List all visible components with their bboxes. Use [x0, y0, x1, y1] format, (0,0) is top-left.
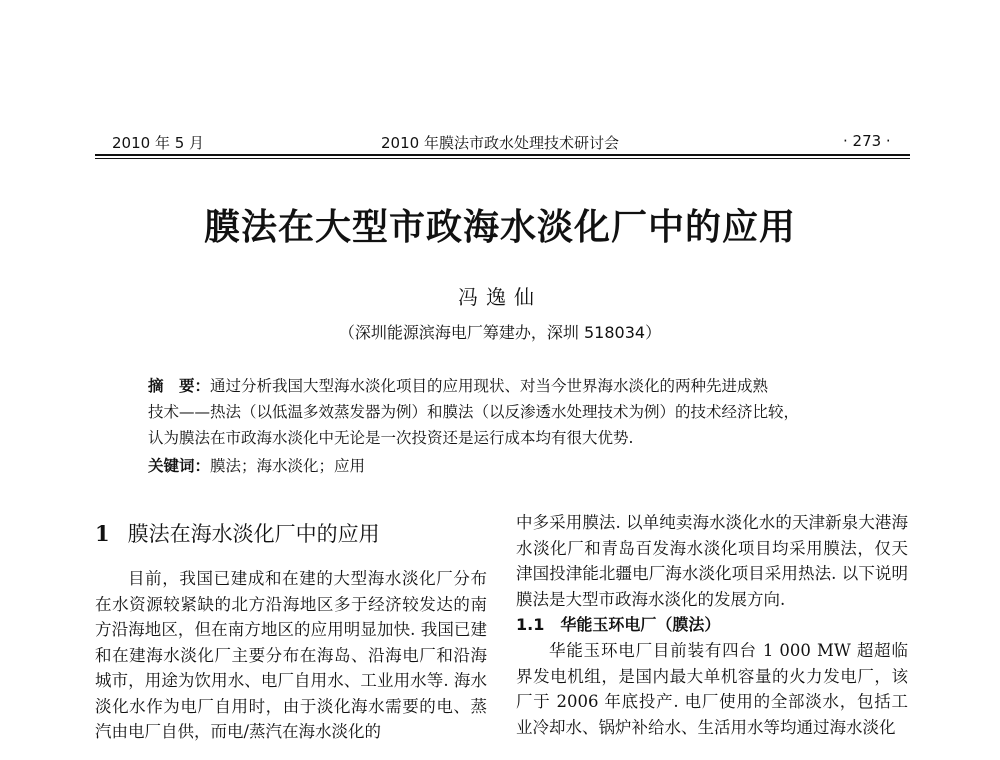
header-rule-thin — [95, 158, 910, 159]
body-column-right — [516, 510, 908, 740]
keywords-text: 膜法；海水淡化；应用 — [210, 457, 366, 475]
header-rule-thick — [95, 154, 910, 156]
section-heading — [95, 518, 380, 548]
subsection-number: 1.1 — [516, 615, 545, 634]
abstract-line-1 — [148, 374, 768, 398]
abstract-label: 摘 要： — [148, 377, 211, 395]
author-affiliation: （深圳能源滨海电厂筹建办，深圳 518034） — [338, 323, 662, 342]
body-column-left — [95, 566, 487, 745]
body-paragraph: 目前，我国已建成和在建的大型海水淡化厂分布在水资源较紧缺的北方沿海地区多于经济较发达的南方沿海地区，但在南方地区的应用明显加快. 我国已建和在建海水淡化厂主要分布在海岛、沿海电厂和沿海城市，用途为饮用水、电厂自用水、工业用水等. 海水淡化水作为电厂自用时，由于淡化海水需要的电、蒸汽由电厂自供，而电/蒸汽在海水淡化的 — [95, 569, 487, 741]
section-title: 膜法在海水淡化厂中的应用 — [127, 522, 380, 546]
subsection-title: 华能玉环电厂（膜法） — [560, 615, 721, 634]
header-conference-name: 2010 年膜法市政水处理技术研讨会 — [381, 134, 619, 152]
keywords — [148, 454, 365, 478]
header-date: 2010 年 5 月 — [112, 134, 205, 152]
subsection-heading — [516, 612, 908, 638]
keywords-label: 关键词： — [148, 457, 211, 475]
abstract-line-3: 认为膜法在市政海水淡化中无论是一次投资还是运行成本均有很大优势. — [148, 429, 634, 447]
body-paragraph: 华能玉环电厂目前装有四台 1 000 MW 超超临界发电机组，是国内最大单机容量的火力发电厂，该厂于 2006 年底投产. 电厂使用的全部淡水，包括工业冷却水、锅炉补给水、生活用水等均通过海水淡化 — [516, 641, 908, 737]
abstract-text-1: 通过分析我国大型海水淡化项目的应用现状、对当今世界海水淡化的两种先进成熟 — [210, 377, 769, 395]
header-page-number: · 273 · — [843, 132, 891, 150]
paper-title: 膜法在大型市政海水淡化厂中的应用 — [203, 206, 796, 248]
section-number: 1 — [95, 521, 110, 546]
body-paragraph-continuation: 中多采用膜法. 以单纯卖海水淡化水的天津新泉大港海水淡化厂和青岛百发海水淡化项目均采用膜法，仅天津国投津能北疆电厂海水淡化项目采用热法. 以下说明膜法是大型市政海水淡化的发展方向. — [516, 513, 908, 609]
author-name: 冯逸仙 — [458, 285, 542, 309]
abstract-line-2: 技术——热法（以低温多效蒸发器为例）和膜法（以反渗透水处理技术为例）的技术经济比较， — [148, 403, 800, 421]
